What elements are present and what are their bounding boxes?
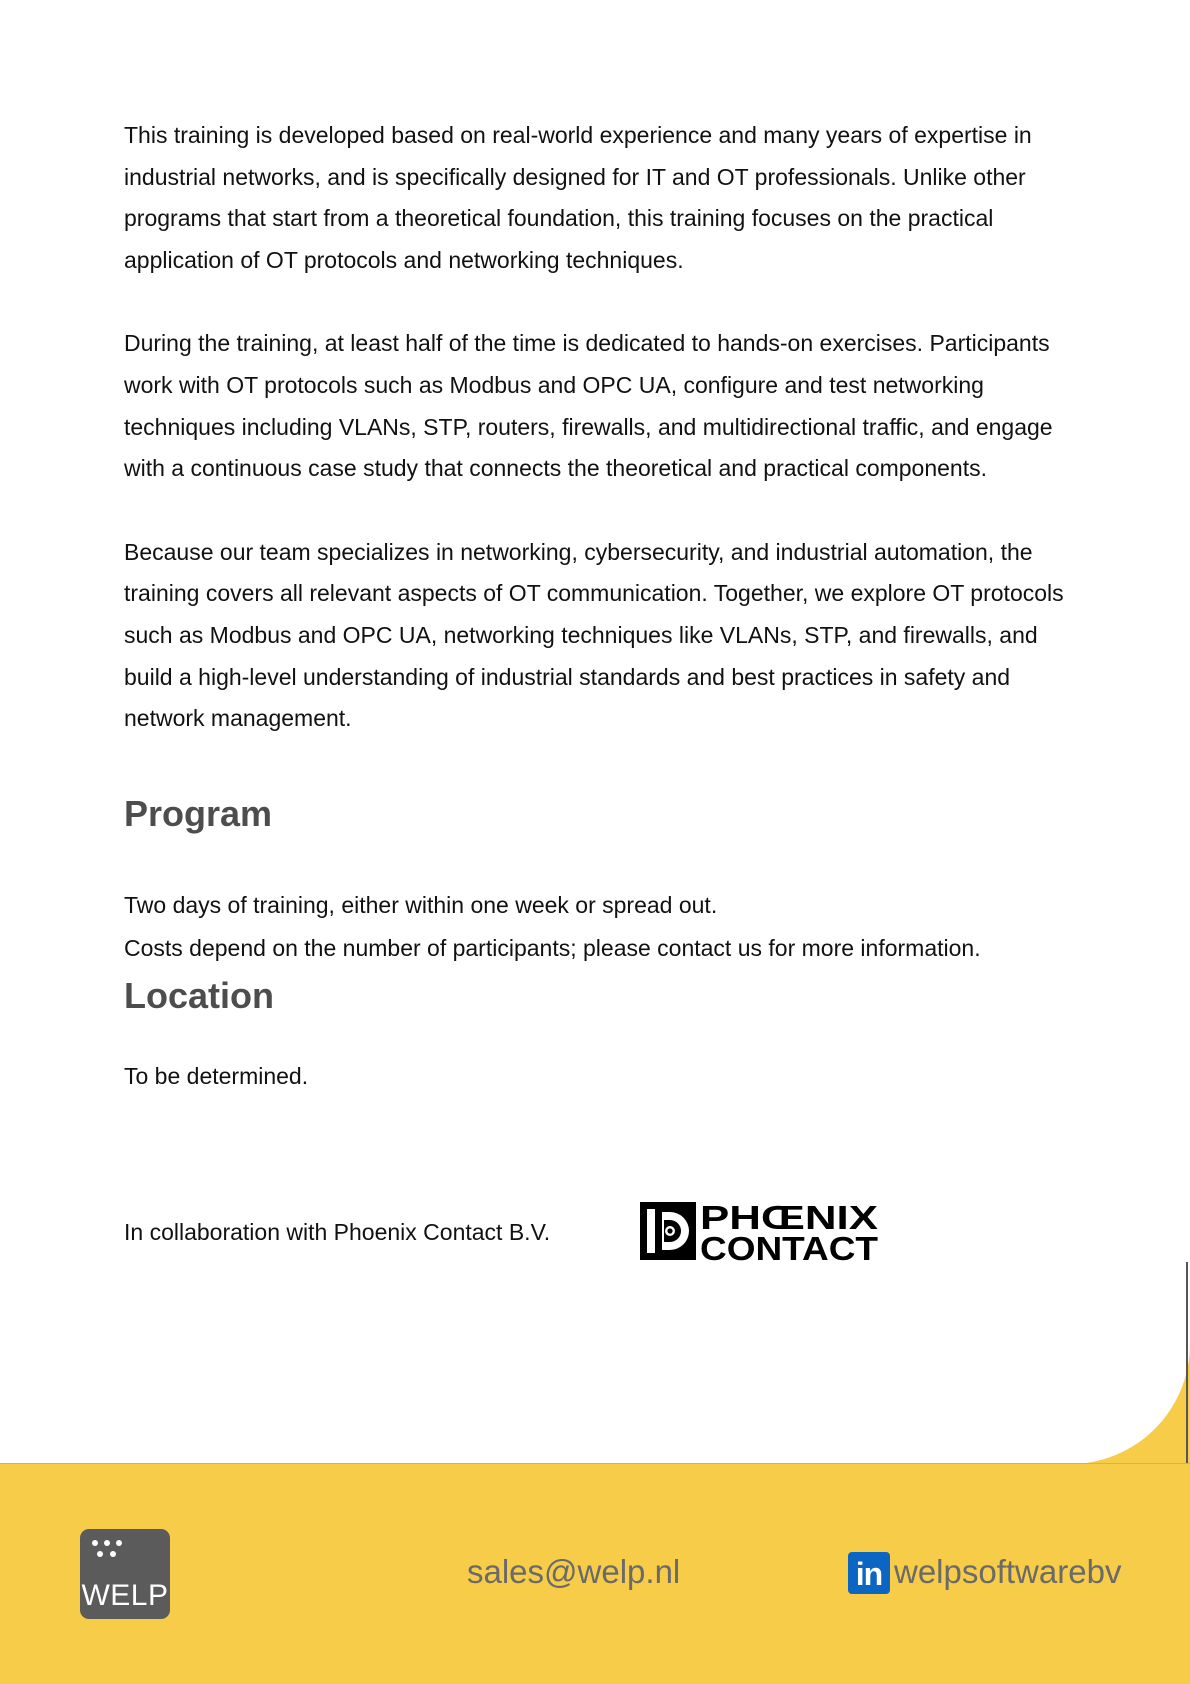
team-paragraph: Because our team specializes in networking, cybersecurity, and industrial automation, the training covers all relevant aspects of OT communication. Together, we explore OT protocols such as Modbus and OPC UA, networking techniques like VLANs, STP, and firewalls, and build a high-level understanding of industrial standards and best practices in safety and network management. bbox=[124, 538, 1064, 732]
intro-paragraph: This training is developed based on real-world experience and many years of expertise in industrial networks, and is specifically designed for IT and OT professionals. Unlike other programs that start from a theoretical foundation, this training focuses on the practical application of OT protocols and networking techniques. bbox=[124, 122, 1032, 273]
corner-fill bbox=[1070, 1262, 1190, 1464]
linkedin-icon[interactable] bbox=[848, 1552, 890, 1594]
phoenix-contact-logo bbox=[640, 1200, 880, 1262]
main-content bbox=[124, 115, 1079, 1094]
phoenix-logo-bar bbox=[647, 1209, 655, 1253]
welp-logo-text: WELP bbox=[81, 1579, 169, 1612]
hands-on-paragraph: During the training, at least half of the time is dedicated to hands-on exercises. Participants work with OT protocols such as Modbus and OPC UA, configure and test networking techniques including VLANs, STP, routers, firewalls, and multidirectional traffic, and engage with a continuous case study that connects the theoretical and practical components. bbox=[124, 330, 1053, 482]
program-costs-text: Costs depend on the number of participants; please contact us for more information. bbox=[124, 934, 981, 961]
phoenix-logo-word-2: CONTACT bbox=[700, 1230, 878, 1262]
welp-logo-dots-icon bbox=[88, 1537, 138, 1567]
phoenix-logo-dot-inner bbox=[667, 1228, 672, 1233]
footer-corner-curve bbox=[1070, 1262, 1190, 1464]
welp-logo bbox=[80, 1529, 170, 1619]
phoenix-logo-word-1: PHŒNIX bbox=[700, 1200, 878, 1236]
linkedin-handle-link[interactable]: welpsoftwarebv bbox=[894, 1553, 1122, 1590]
location-text: To be determined. bbox=[124, 1062, 309, 1089]
program-heading: Program bbox=[124, 792, 273, 834]
collaboration-text: In collaboration with Phoenix Contact B.V. bbox=[124, 1219, 551, 1245]
linkedin-icon-text: in bbox=[855, 1556, 883, 1592]
contact-email-link[interactable]: sales@welp.nl bbox=[467, 1553, 681, 1590]
program-duration-text: Two days of training, either within one week or spread out. bbox=[124, 891, 718, 918]
location-heading: Location bbox=[124, 974, 274, 1016]
